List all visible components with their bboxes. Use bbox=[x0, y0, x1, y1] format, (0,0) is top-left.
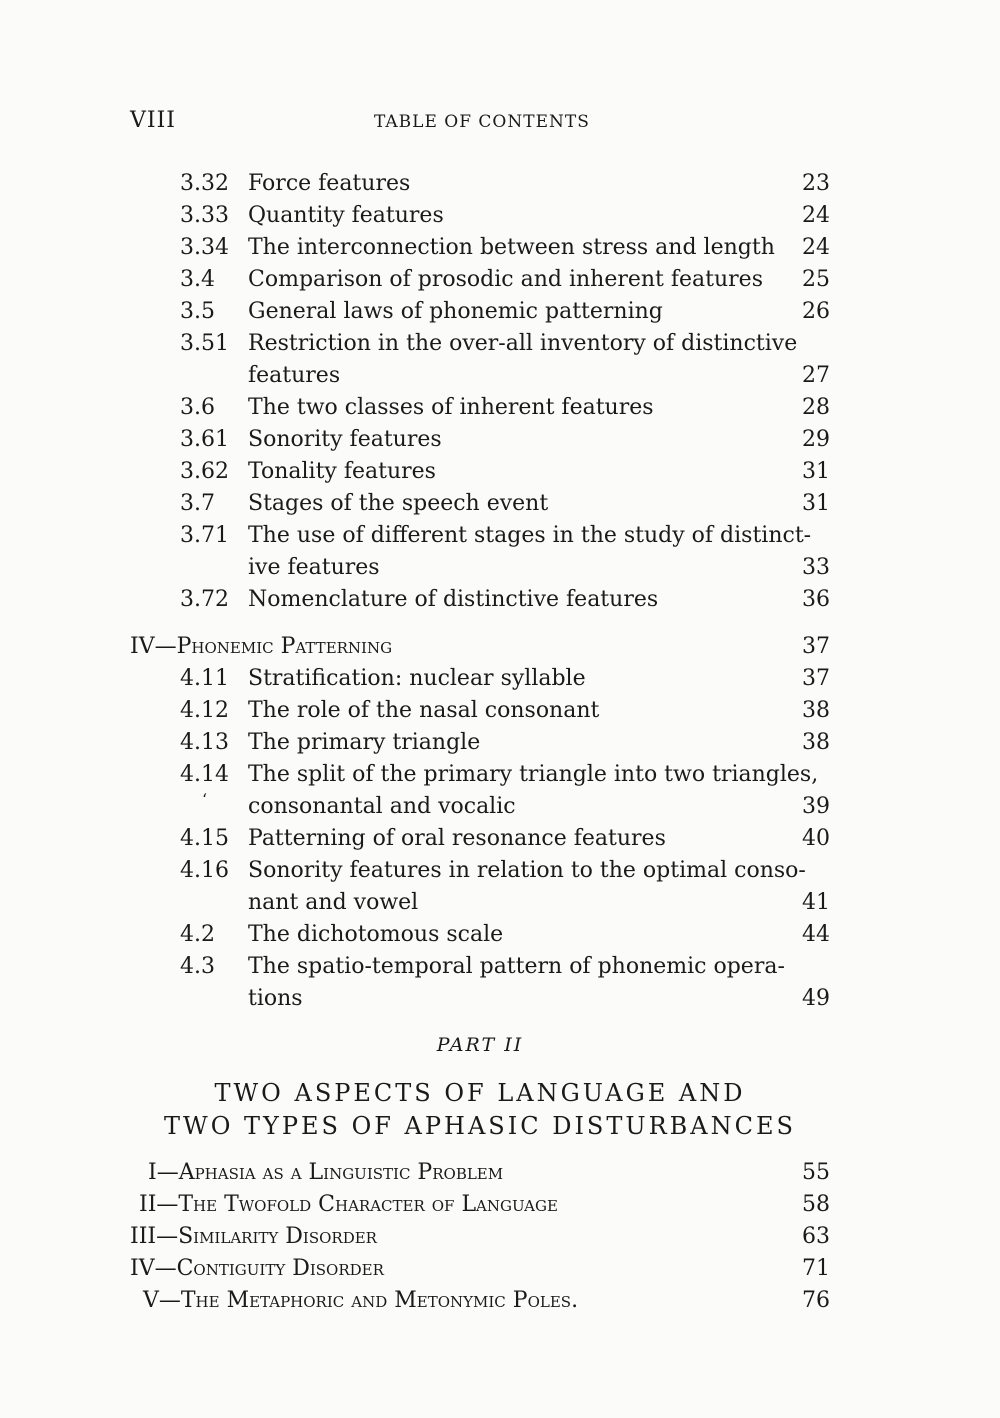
part-label: PART II bbox=[436, 1034, 524, 1056]
chapter-page: 76 bbox=[802, 1288, 830, 1313]
chapter-page: 37 bbox=[802, 634, 830, 659]
entry-title: Tonality features bbox=[248, 459, 436, 484]
entry-page: 49 bbox=[802, 986, 830, 1011]
entry-title: The interconnection between stress and length bbox=[248, 235, 775, 260]
entry-title: Stratification: nuclear syllable bbox=[248, 666, 586, 691]
toc-entry-4-16-continued[interactable] bbox=[0, 887, 1000, 919]
toc-part-ii-chapter-5[interactable] bbox=[0, 1285, 1000, 1317]
chapter-title: II—The Twofold Character of Language bbox=[139, 1192, 558, 1217]
entry-title: The primary triangle bbox=[248, 730, 481, 755]
entry-title-continued: tions bbox=[248, 986, 303, 1011]
toc-entry-3-71-continued[interactable] bbox=[0, 552, 1000, 584]
toc-entry-3-51[interactable] bbox=[0, 328, 1000, 360]
entry-title: The role of the nasal consonant bbox=[248, 698, 600, 723]
chapter-title: IV—Phonemic Patterning bbox=[130, 634, 393, 659]
entry-page: 23 bbox=[802, 171, 830, 196]
toc-part-ii-chapter-3[interactable] bbox=[0, 1221, 1000, 1253]
chapter-page: 55 bbox=[802, 1160, 830, 1185]
entry-title: Force features bbox=[248, 171, 411, 196]
entry-page: 27 bbox=[802, 363, 830, 388]
entry-page: 29 bbox=[802, 427, 830, 452]
running-head: TABLE OF CONTENTS bbox=[374, 112, 590, 132]
stray-ink-mark: ‘ bbox=[202, 790, 208, 809]
chapter-page: 71 bbox=[802, 1256, 830, 1281]
entry-title: Sonority features bbox=[248, 427, 442, 452]
toc-entry-4-15[interactable] bbox=[0, 823, 1000, 855]
chapter-page: 58 bbox=[802, 1192, 830, 1217]
entry-title-continued: ive features bbox=[248, 555, 380, 580]
toc-entry-3-72[interactable] bbox=[0, 584, 1000, 616]
entry-number: 4.2 bbox=[180, 922, 215, 947]
toc-entry-4-12[interactable] bbox=[0, 695, 1000, 727]
entry-title: The two classes of inherent features bbox=[248, 395, 654, 420]
entry-title-continued: features bbox=[248, 363, 341, 388]
entry-page: 37 bbox=[802, 666, 830, 691]
entry-page: 33 bbox=[802, 555, 830, 580]
entry-page: 24 bbox=[802, 235, 830, 260]
entry-number: 4.15 bbox=[180, 826, 229, 851]
entry-number: 3.61 bbox=[180, 427, 229, 452]
part-title-line-1: TWO ASPECTS OF LANGUAGE AND bbox=[214, 1079, 746, 1107]
toc-part-ii-chapter-1[interactable] bbox=[0, 1157, 1000, 1189]
toc-entry-3-34[interactable] bbox=[0, 232, 1000, 264]
toc-entry-3-6[interactable] bbox=[0, 392, 1000, 424]
chapter-title: I—Aphasia as a Linguistic Problem bbox=[148, 1160, 504, 1185]
entry-number: 3.51 bbox=[180, 331, 229, 356]
entry-title: The dichotomous scale bbox=[248, 922, 504, 947]
toc-entry-4-16[interactable] bbox=[0, 855, 1000, 887]
entry-number: 3.7 bbox=[180, 491, 215, 516]
toc-entry-3-32[interactable] bbox=[0, 168, 1000, 200]
toc-entry-4-3-continued[interactable] bbox=[0, 983, 1000, 1015]
toc-entry-4-13[interactable] bbox=[0, 727, 1000, 759]
toc-entry-4-2[interactable] bbox=[0, 919, 1000, 951]
toc-entry-3-4[interactable] bbox=[0, 264, 1000, 296]
toc-entry-3-51-continued[interactable] bbox=[0, 360, 1000, 392]
chapter-page: 63 bbox=[802, 1224, 830, 1249]
entry-number: 3.72 bbox=[180, 587, 229, 612]
entry-title-continued: nant and vowel bbox=[248, 890, 419, 915]
entry-number: 4.14 bbox=[180, 762, 229, 787]
part-title-line-2: TWO TYPES OF APHASIC DISTURBANCES bbox=[164, 1112, 796, 1140]
entry-number: 4.3 bbox=[180, 954, 215, 979]
entry-number: 3.62 bbox=[180, 459, 229, 484]
entry-page: 40 bbox=[802, 826, 830, 851]
entry-page: 38 bbox=[802, 730, 830, 755]
entry-number: 3.5 bbox=[180, 299, 215, 324]
entry-title: The spatio-temporal pattern of phonemic opera- bbox=[248, 954, 785, 979]
toc-entry-4-14[interactable] bbox=[0, 759, 1000, 791]
entry-page: 39 bbox=[802, 794, 830, 819]
toc-entry-4-3[interactable] bbox=[0, 951, 1000, 983]
entry-number: 3.34 bbox=[180, 235, 229, 260]
toc-entry-3-5[interactable] bbox=[0, 296, 1000, 328]
entry-number: 3.6 bbox=[180, 395, 215, 420]
entry-page: 38 bbox=[802, 698, 830, 723]
entry-page: 41 bbox=[802, 890, 830, 915]
toc-part-ii-chapter-2[interactable] bbox=[0, 1189, 1000, 1221]
entry-title-continued: consonantal and vocalic bbox=[248, 794, 516, 819]
entry-page: 28 bbox=[802, 395, 830, 420]
entry-title: Comparison of prosodic and inherent features bbox=[248, 267, 763, 292]
entry-number: 3.4 bbox=[180, 267, 215, 292]
entry-title: Restriction in the over-all inventory of distinctive bbox=[248, 331, 798, 356]
toc-chapter-iv[interactable] bbox=[0, 631, 1000, 663]
entry-title: Nomenclature of distinctive features bbox=[248, 587, 659, 612]
entry-page: 25 bbox=[802, 267, 830, 292]
chapter-title: V—The Metaphoric and Metonymic Poles. bbox=[143, 1288, 579, 1313]
entry-page: 31 bbox=[802, 459, 830, 484]
entry-title: Patterning of oral resonance features bbox=[248, 826, 666, 851]
toc-entry-4-14-continued[interactable] bbox=[0, 791, 1000, 823]
entry-number: 4.11 bbox=[180, 666, 229, 691]
chapter-title: IV—Contiguity Disorder bbox=[130, 1256, 384, 1281]
entry-title: Stages of the speech event bbox=[248, 491, 549, 516]
entry-page: 44 bbox=[802, 922, 830, 947]
toc-entry-3-33[interactable] bbox=[0, 200, 1000, 232]
entry-title: Quantity features bbox=[248, 203, 444, 228]
entry-number: 4.13 bbox=[180, 730, 229, 755]
entry-number: 3.33 bbox=[180, 203, 229, 228]
entry-number: 3.32 bbox=[180, 171, 229, 196]
toc-entry-3-61[interactable] bbox=[0, 424, 1000, 456]
toc-entry-3-7[interactable] bbox=[0, 488, 1000, 520]
toc-entry-3-71[interactable] bbox=[0, 520, 1000, 552]
page-number: VIII bbox=[130, 108, 176, 133]
entry-title: Sonority features in relation to the optimal conso- bbox=[248, 858, 806, 883]
entry-page: 31 bbox=[802, 491, 830, 516]
entry-page: 26 bbox=[802, 299, 830, 324]
entry-number: 3.71 bbox=[180, 523, 229, 548]
toc-part-ii-chapter-4[interactable] bbox=[0, 1253, 1000, 1285]
chapter-title: III—Similarity Disorder bbox=[130, 1224, 377, 1249]
toc-entry-4-11[interactable] bbox=[0, 663, 1000, 695]
toc-entry-3-62[interactable] bbox=[0, 456, 1000, 488]
entry-title: The use of different stages in the study of distinct- bbox=[248, 523, 812, 548]
entry-number: 4.16 bbox=[180, 858, 229, 883]
entry-number: 4.12 bbox=[180, 698, 229, 723]
entry-title: The split of the primary triangle into two triangles, bbox=[248, 762, 819, 787]
entry-title: General laws of phonemic patterning bbox=[248, 299, 663, 324]
entry-page: 24 bbox=[802, 203, 830, 228]
entry-page: 36 bbox=[802, 587, 830, 612]
